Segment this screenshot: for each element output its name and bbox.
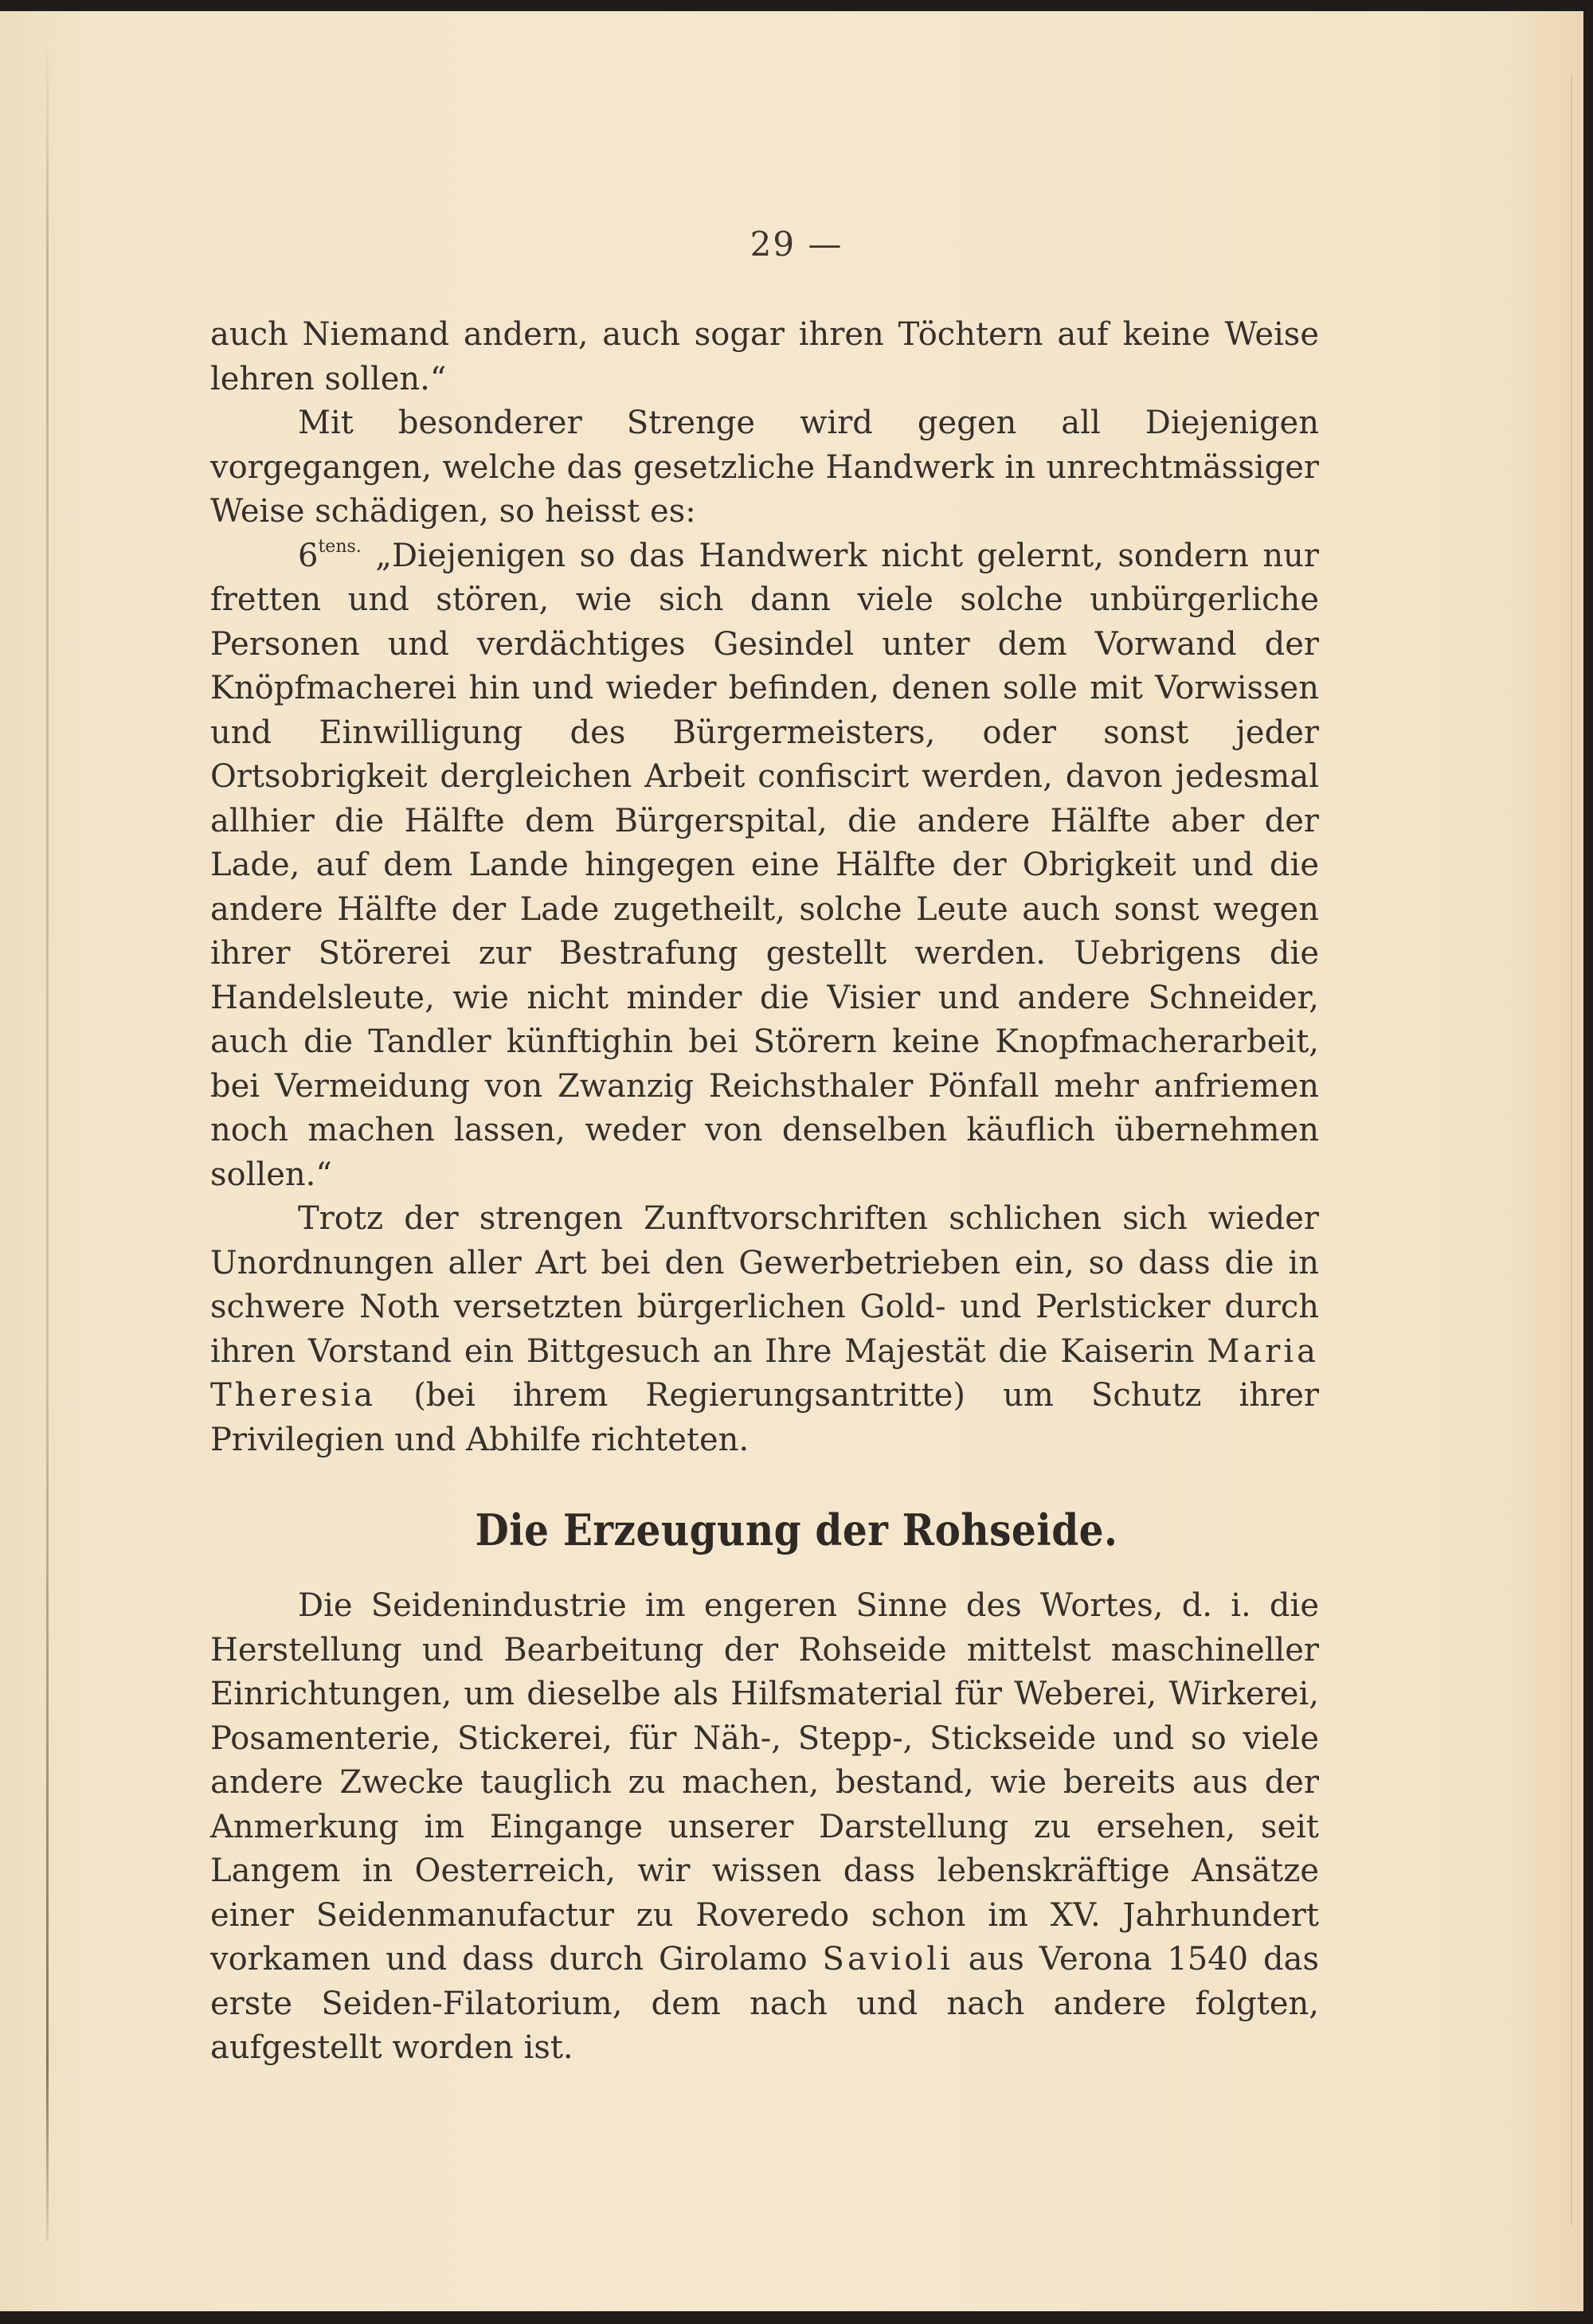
paragraph-continuation: auch Niemand andern, auch sogar ihren Töchtern auf keine Weise lehren sollen.“ [210,316,1319,397]
paragraph-trotz [210,1197,1319,1462]
spaced-name: Savioli [822,1941,953,1978]
article-number: 6 [298,537,319,574]
paragraph-text: Die Seidenindustrie im engeren Sinne des Wortes, d. i. die Herstellung und Bearbeitung der Rohseide mittelst maschineller Einrichtungen, um dieselbe als Hilfsmaterial für Weberei, Wirkerei, Posamenterie, Stickerei, für Näh-, Stepp-, Stickseide und so viele andere Zwecke tauglich zu machen, bestand, wie bereits aus der Anmerkung im Eingange unserer Darstellung zu ersehen, seit Langem in Oesterreich, wir wissen dass lebenskräftige Ansätze einer Seidenmanufactur zu Roveredo schon im XV. Jahrhundert vorkamen und dass durch Girolamo [210,1587,1319,1978]
book-page [0,11,1583,2311]
body-text-top [210,313,1319,1462]
article-superscript: tens. [318,536,362,557]
paragraph-seidenindustrie [210,1584,1319,2071]
page-number: 29 — [750,225,843,264]
spaced-name: Maria Theresia [210,1332,1319,1414]
binding-edge-line [46,35,49,2241]
scan-bottom-border [0,2311,1593,2324]
body-text-bottom [210,1584,1319,2071]
paragraph-text: aus Verona 1540 das erste Seiden-Filatorium, dem nach und nach andere folgten, aufgestellt worden ist. [210,1941,1319,2066]
article-text: „Diejenigen so das Handwerk nicht gelernt, sondern nur fretten und stören, wie sich dann viele solche unbürgerliche Personen und verdächtiges Gesindel unter dem Vorwand der Knöpfmacherei hin und wieder befinden, denen solle mit Vorwissen und Einwilligung des Bürgermeisters, oder sonst jeder Ortsobrigkeit dergleichen Arbeit confiscirt werden, davon jedesmal allhier die Hälfte dem Bürgerspital, die andere Hälfte aber der Lade, auf dem Lande hingegen eine Hälfte der Obrigkeit und die andere Hälfte der Lade zugetheilt, solche Leute auch sonst wegen ihrer Störerei zur Bestrafung gestellt werden. Uebrigens die Handelsleute, wie nicht minder die Visier und andere Schneider, auch die Tandler künftighin bei Störern keine Knopfmacherarbeit, bei Vermeidung von Zwanzig Reichsthaler Pönfall mehr anfriemen noch machen lassen, weder von denselben käuflich übernehmen sollen.“ [210,537,1319,1193]
section-heading: Die Erzeugung der Rohseide. [475,1504,1118,1555]
page-right-edge [1571,75,1572,2225]
paragraph-strenge: Mit besonderer Strenge wird gegen all Diejenigen vorgegangen, welche das gesetzliche Handwerk in unrechtmässiger Weise schädigen, so heisst es: [210,405,1319,530]
paragraph-article-6 [210,534,1319,1198]
paragraph-text: Trotz der strengen Zunftvorschriften schlichen sich wieder Unordnungen aller Art bei den Gewerbetrieben ein, so dass die in schwere Noth versetzten bürgerlichen Gold- und Perlsticker durch ihren Vorstand ein Bittgesuch an Ihre Majestät die Kaiserin [210,1200,1319,1370]
paragraph-text: (bei ihrem Regierungsantritte) um Schutz ihrer Privilegien und Abhilfe richteten. [210,1377,1319,1458]
